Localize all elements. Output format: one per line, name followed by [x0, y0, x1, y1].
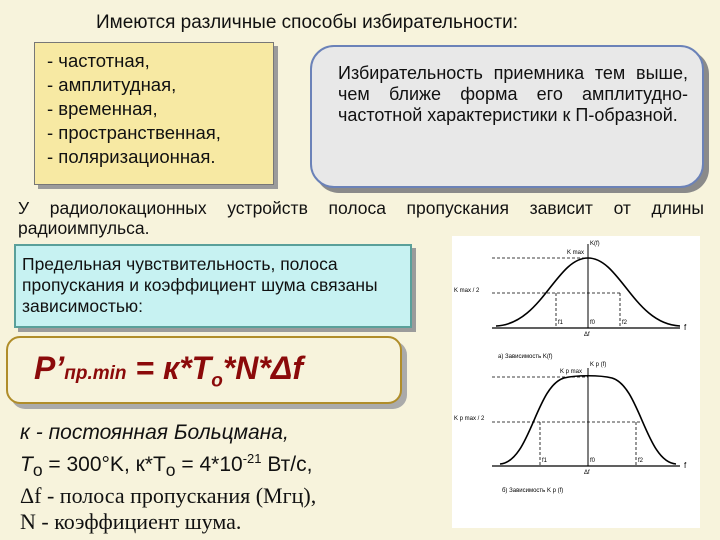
formula-box — [6, 336, 402, 404]
bottom-tick-f1: f1 — [542, 458, 548, 464]
legend-t-line — [20, 446, 316, 483]
formula-p-sub: пр.min — [64, 363, 127, 384]
legend-t-symbol: T — [20, 453, 33, 476]
formula — [34, 350, 303, 392]
legend-t-value: = 300°K, к*T — [42, 453, 166, 476]
top-tick-f2: f2 — [622, 320, 628, 326]
legend-kt-value: = 4*10 — [175, 453, 243, 476]
frequency-response-figure — [452, 236, 700, 528]
legend-n-line: N - коэффициент шума. — [20, 509, 242, 535]
legend-df-line: Δf - полоса пропускания (Мгц), — [20, 483, 317, 509]
legend-t-sub: о — [32, 460, 43, 481]
top-half-label: K max / 2 — [454, 288, 480, 294]
method-item: - амплитудная, — [47, 74, 177, 95]
method-item: - частотная, — [47, 50, 150, 71]
formula-t-sub: о — [211, 370, 223, 392]
bottom-tick-f2: f2 — [638, 458, 644, 464]
top-caption: а) Зависимость K(f) — [498, 354, 553, 360]
bottom-tick-f0: f0 — [590, 458, 596, 464]
top-y-label: K(f) — [590, 241, 600, 247]
formula-rest: *N*Δf — [222, 350, 303, 386]
bottom-x-label: f — [684, 461, 687, 470]
method-item: - поляризационная. — [47, 146, 216, 167]
top-peak-label: K max — [567, 250, 585, 256]
bottom-peak-label: K p max — [560, 369, 583, 375]
top-x-label: f — [684, 323, 687, 332]
radar-bandwidth-text: У радиолокационных устройств полоса пропускания зависит от длины радиоимпульса. — [18, 198, 704, 238]
bottom-delta-label: Δf — [584, 470, 590, 476]
legend-exponent: -21 — [242, 451, 262, 466]
top-tick-f0: f0 — [590, 320, 596, 326]
method-item: - пространственная, — [47, 122, 221, 143]
bottom-caption: б) Зависимость K p (f) — [502, 488, 564, 494]
chart-bottom — [454, 362, 687, 494]
top-tick-f1: f1 — [558, 320, 564, 326]
legend-t-sub-2: о — [165, 460, 176, 481]
bottom-y-label: K p (f) — [590, 362, 607, 368]
top-delta-label: Δf — [584, 332, 590, 338]
method-item: - временная, — [47, 98, 158, 119]
sensitivity-box: Предельная чувствительность, полоса пропускания и коэффициент шума связаны зависимостью: — [14, 244, 412, 328]
frequency-response-svg — [452, 236, 700, 528]
formula-eq: = к*T — [126, 350, 212, 386]
legend-unit: Вт/с, — [261, 453, 313, 476]
formula-legend — [20, 420, 316, 535]
bottom-half-label: K p max / 2 — [454, 416, 485, 422]
selectivity-methods-box — [34, 42, 274, 185]
page-title: Имеются различные способы избирательности: — [96, 12, 519, 33]
formula-p: P’ — [34, 350, 65, 386]
legend-k-line: к - постоянная Больцмана, — [20, 421, 289, 444]
chart-top — [454, 241, 687, 360]
selectivity-note-box: Избирательность приемника тем выше, чем ближе форма его амплитудно-частотной характеристики к П-образной. — [310, 45, 704, 188]
